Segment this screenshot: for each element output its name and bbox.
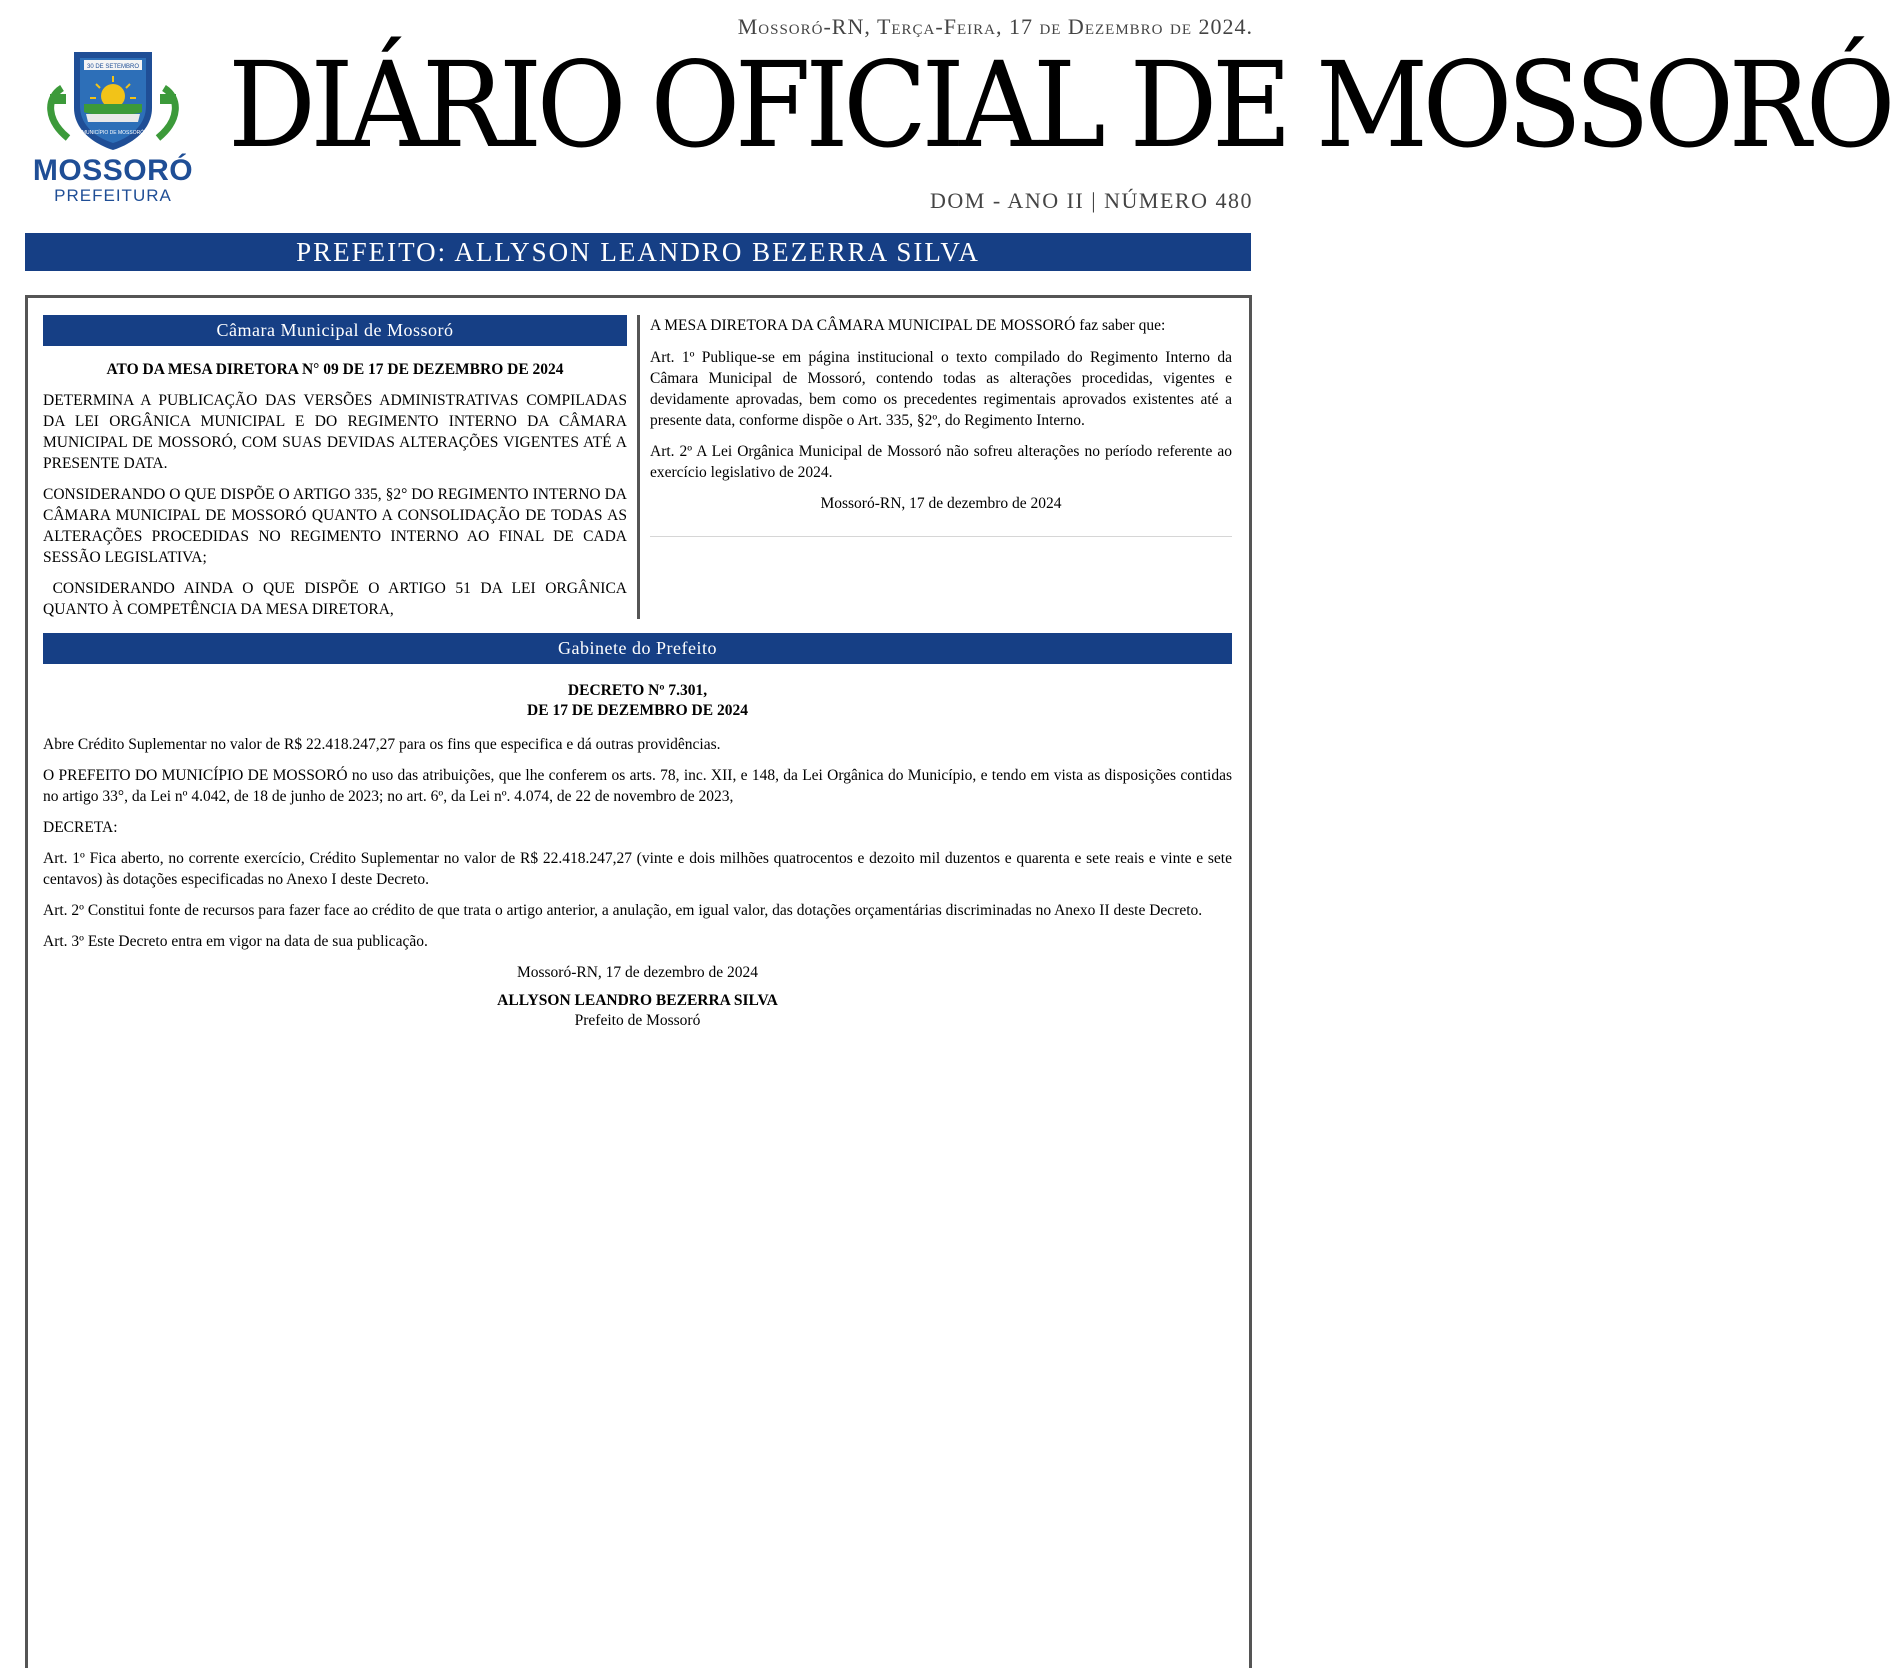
masthead-title: DIÁRIO OFICIAL DE MOSSORÓ	[228, 36, 1890, 174]
camara-left-column	[43, 315, 631, 620]
coat-of-arms-icon	[22, 46, 204, 156]
signatory-role: Prefeito de Mossoró	[574, 1012, 701, 1029]
column-divider	[637, 315, 640, 619]
camara-art-2: Art. 2º A Lei Orgânica Municipal de Mossoró não sofreu alterações no período referente ao exercício legislativo de 2024.	[650, 443, 1232, 481]
logo-band-text: 30 DE SETEMBRO	[86, 64, 140, 70]
decreto-place-date: Mossoró-RN, 17 de dezembro de 2024	[516, 964, 759, 981]
camara-paragraph: DETERMINA A PUBLICAÇÃO DAS VERSÕES ADMINISTRATIVAS COMPILADAS DA LEI ORGÂNICA MUNICIPAL E DO REGIMENTO INTERNO DA CÂMARA MUNICIPAL DE MOSSORÓ, COM SUAS DEVIDAS ALTERAÇÕES VIGENTES ATÉ A PRESENTE DATA.	[43, 392, 627, 472]
mesa-intro: A MESA DIRETORA DA CÂMARA MUNICIPAL DE MOSSORÓ faz saber que:	[650, 317, 1166, 334]
gabinete-section	[43, 633, 1232, 1031]
section-rule	[650, 536, 1232, 537]
ato-title: ATO DA MESA DIRETORA N° 09 DE 17 DE DEZEMBRO DE 2024	[106, 361, 564, 378]
decreto-art-1: Art. 1º Fica aberto, no corrente exercício, Crédito Suplementar no valor de R$ 22.418.247,27 (vinte e dois milhões quatrocentos e dezoito mil duzentos e quarenta e sete reais e vinte e sete centavos) às dotações especificadas no Anexo I deste Decreto.	[43, 850, 1232, 888]
camara-section-title: Câmara Municipal de Mossoró	[43, 315, 627, 346]
issue-dateline: Mossoró-RN, Terça-Feira, 17 de Dezembro de 2024.	[737, 14, 1253, 39]
decreto-art-2: Art. 2º Constitui fonte de recursos para fazer face ao crédito de que trata o artigo anterior, a anulação, em igual valor, das dotações orçamentárias discriminadas no Anexo II deste Decreto.	[43, 902, 1203, 919]
gabinete-section-title: Gabinete do Prefeito	[43, 633, 1232, 664]
camara-right-column	[650, 315, 1232, 537]
decreta-label: DECRETA:	[43, 819, 118, 836]
camara-paragraph: CONSIDERANDO AINDA O QUE DISPÕE O ARTIGO 51 DA LEI ORGÂNICA QUANTO À COMPETÊNCIA DA MESA DIRETORA,	[43, 580, 631, 618]
decreto-art-3: Art. 3º Este Decreto entra em vigor na data de sua publicação.	[43, 933, 428, 950]
edition-number: DOM - ANO II | NÚMERO 480	[929, 188, 1253, 213]
signatory-name: ALLYSON LEANDRO BEZERRA SILVA	[497, 992, 778, 1009]
logo-name: MOSSORÓ	[32, 154, 194, 187]
camara-art-1: Art. 1º Publique-se em página institucional o texto compilado do Regimento Interno da Câmara Municipal de Mossoró, contendo todas as alterações procedidas, vigentes e devidamente aprovadas, bem como os precedentes regimentais aprovados existentes até a presente data, conforme dispõe o Art. 335, §2º, do Regimento Interno.	[650, 349, 1232, 429]
decreto-ementa: Abre Crédito Suplementar no valor de R$ 22.418.247,27 para os fins que especifica e dá outras providências.	[43, 736, 721, 753]
camara-paragraph: CONSIDERANDO O QUE DISPÕE O ARTIGO 335, §2° DO REGIMENTO INTERNO DA CÂMARA MUNICIPAL DE MOSSORÓ QUANTO A CONSOLIDAÇÃO DE TODAS AS ALTERAÇÕES PROCEDIDAS NO REGIMENTO INTERNO AO FINAL DE CADA SESSÃO LEGISLATIVA;	[43, 486, 627, 566]
decreto-preamble: O PREFEITO DO MUNICÍPIO DE MOSSORÓ no uso das atribuições, que lhe conferem os arts. 78, inc. XII, e 148, da Lei Orgânica do Município, e tendo em vista as disposições contidas no artigo 33°, da Lei nº 4.042, de 18 de junho de 2023; no art. 6º, da Lei nº. 4.074, de 22 de novembro de 2023,	[43, 767, 1232, 805]
logo-subtitle: PREFEITURA	[54, 186, 172, 205]
decreto-date: DE 17 DE DEZEMBRO DE 2024	[527, 702, 748, 719]
prefeito-banner: PREFEITO: ALLYSON LEANDRO BEZERRA SILVA	[25, 233, 1251, 271]
camara-place-date: Mossoró-RN, 17 de dezembro de 2024	[820, 495, 1062, 512]
decreto-number: DECRETO Nº 7.301,	[567, 682, 708, 699]
prefeitura-logo	[22, 46, 204, 206]
logo-ring-text: MUNICÍPIO DE MOSSORÓ	[81, 130, 145, 136]
